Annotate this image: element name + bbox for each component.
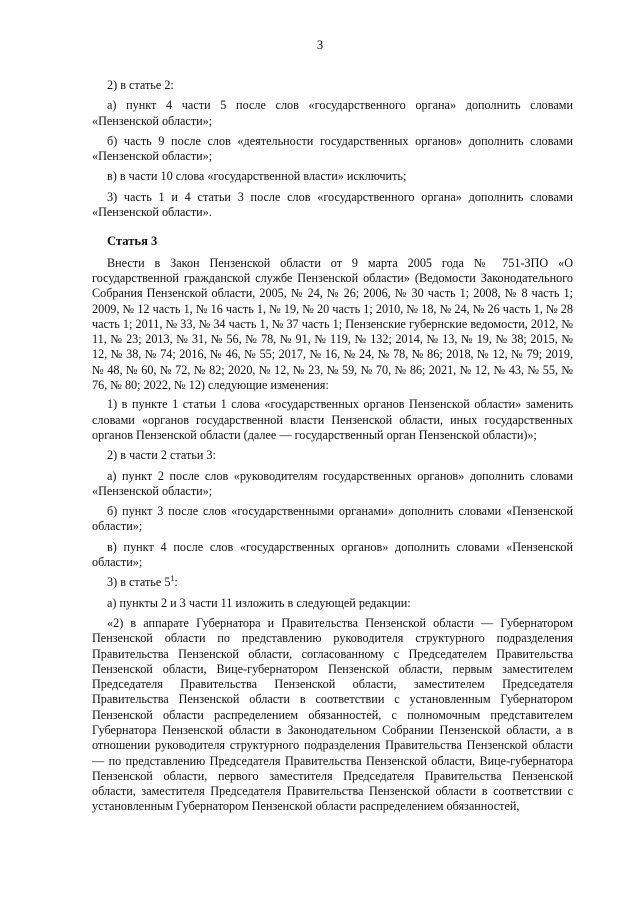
page-number: 3 (316, 38, 324, 52)
document-body (92, 78, 573, 821)
paragraph-item-3 (92, 575, 573, 590)
article-heading: Статья 3 (107, 234, 158, 249)
paragraph-quoted-text: «2) в аппарате Губернатора и Правительства Пензенской области — Губернатором Пензенской области по представлению руководителя структурного подразделения Правительства Пензенской области, согласованному с Председателем Правительства Пензенской области, Вице-губернатором Пензенской области, первым заместителем Председателя Правительства Пензенской области, заместителем Председателя Правительства Пензенской области в соответствии с установленным Губернатором Пензенской области распределением обязанностей, с полномочным представителем Губернатора Пензенской области в Законодательном Собрании Пензенской области, а в отношении руководителя структурного подразделения Правительства Пензенской области — по представлению Председателя Правительства Пензенской области, Вице-губернатора Пензенской области, первого заместителя Председателя Правительства Пензенской области, заместителя Председателя Правительства Пензенской области в соответствии с установленным Губернатором Пензенской области распределением обязанностей, (92, 615, 573, 814)
item-3-text: 3) в статье 5 (107, 575, 171, 590)
paragraph-law-amendment: Внести в Закон Пензенской области от 9 марта 2005 года № 751-ЗПО «О государственной гражданской службе Пензенской области» (Ведомости Законодательного Собрания Пензенской области, 2005, № 24, № 26; 2006, № 30 часть 1; 2008, № 8 часть 1; 2009, № 12 часть 1, № 16 часть 1, № 19, № 20 часть 1; 2010, № 18, № 24, № 26 часть 1, № 28 часть 1; 2011, № 33, № 34 часть 1, № 37 часть 1; Пензенские губернские ведомости, 2012, № 11, № 23; 2013, № 31, № 56, № 78, № 91, № 119, № 132; 2014, № 13, № 19, № 38; 2015, № 12, № 38, № 74; 2016, № 46, № 55; 2017, № 16, № 24, № 78, № 86; 2018, № 12, № 79; 2019, № 48, № 60, № 72, № 82; 2020, № 12, № 23, № 59, № 70, № 86; 2021, № 12, № 43, № 55, № 76, № 80; 2022, № 12) следующие изменения: (92, 255, 573, 393)
paragraph-item-2v: в) пункт 4 после слов «государственных органов» дополнить словами «Пензенской области»; (92, 539, 573, 570)
paragraph-article-3-amend: 3) часть 1 и 4 статьи 3 после слов «государственного органа» дополнить словами «Пензенской области». (92, 189, 573, 220)
paragraph-item-2b: б) пункт 3 после слов «государственными органами» дополнить словами «Пензенской области»; (92, 504, 573, 534)
paragraph-article-2: 2) в статье 2: (107, 78, 174, 92)
item-3-superscript: 1 (170, 574, 175, 584)
paragraph-item-3a: а) пункты 2 и 3 части 11 изложить в следующей редакции: (107, 595, 411, 610)
paragraph-item-2: 2) в части 2 статьи 3: (107, 448, 216, 463)
paragraph-item-1: 1) в пункте 1 статьи 1 слова «государственных органов Пензенской области» заменить словами «органов государственной власти Пензенской области, иных государственных органов Пензенской области (далее — государственный орган Пензенской области)»; (92, 397, 573, 442)
paragraph-item-b: б) часть 9 после слов «деятельности государственных органов» дополнить словами «Пензенской области»; (92, 133, 573, 164)
paragraph-item-v: в) в части 10 слова «государственной власти» исключить; (107, 169, 407, 184)
item-3-tail: : (174, 575, 178, 590)
paragraph-item-a: а) пункт 4 части 5 после слов «государственного органа» дополнить словами «Пензенской области»; (92, 98, 573, 128)
paragraph-item-2a: а) пункт 2 после слов «руководителям государственных органов» дополнить словами «Пензенской области»; (92, 468, 573, 498)
